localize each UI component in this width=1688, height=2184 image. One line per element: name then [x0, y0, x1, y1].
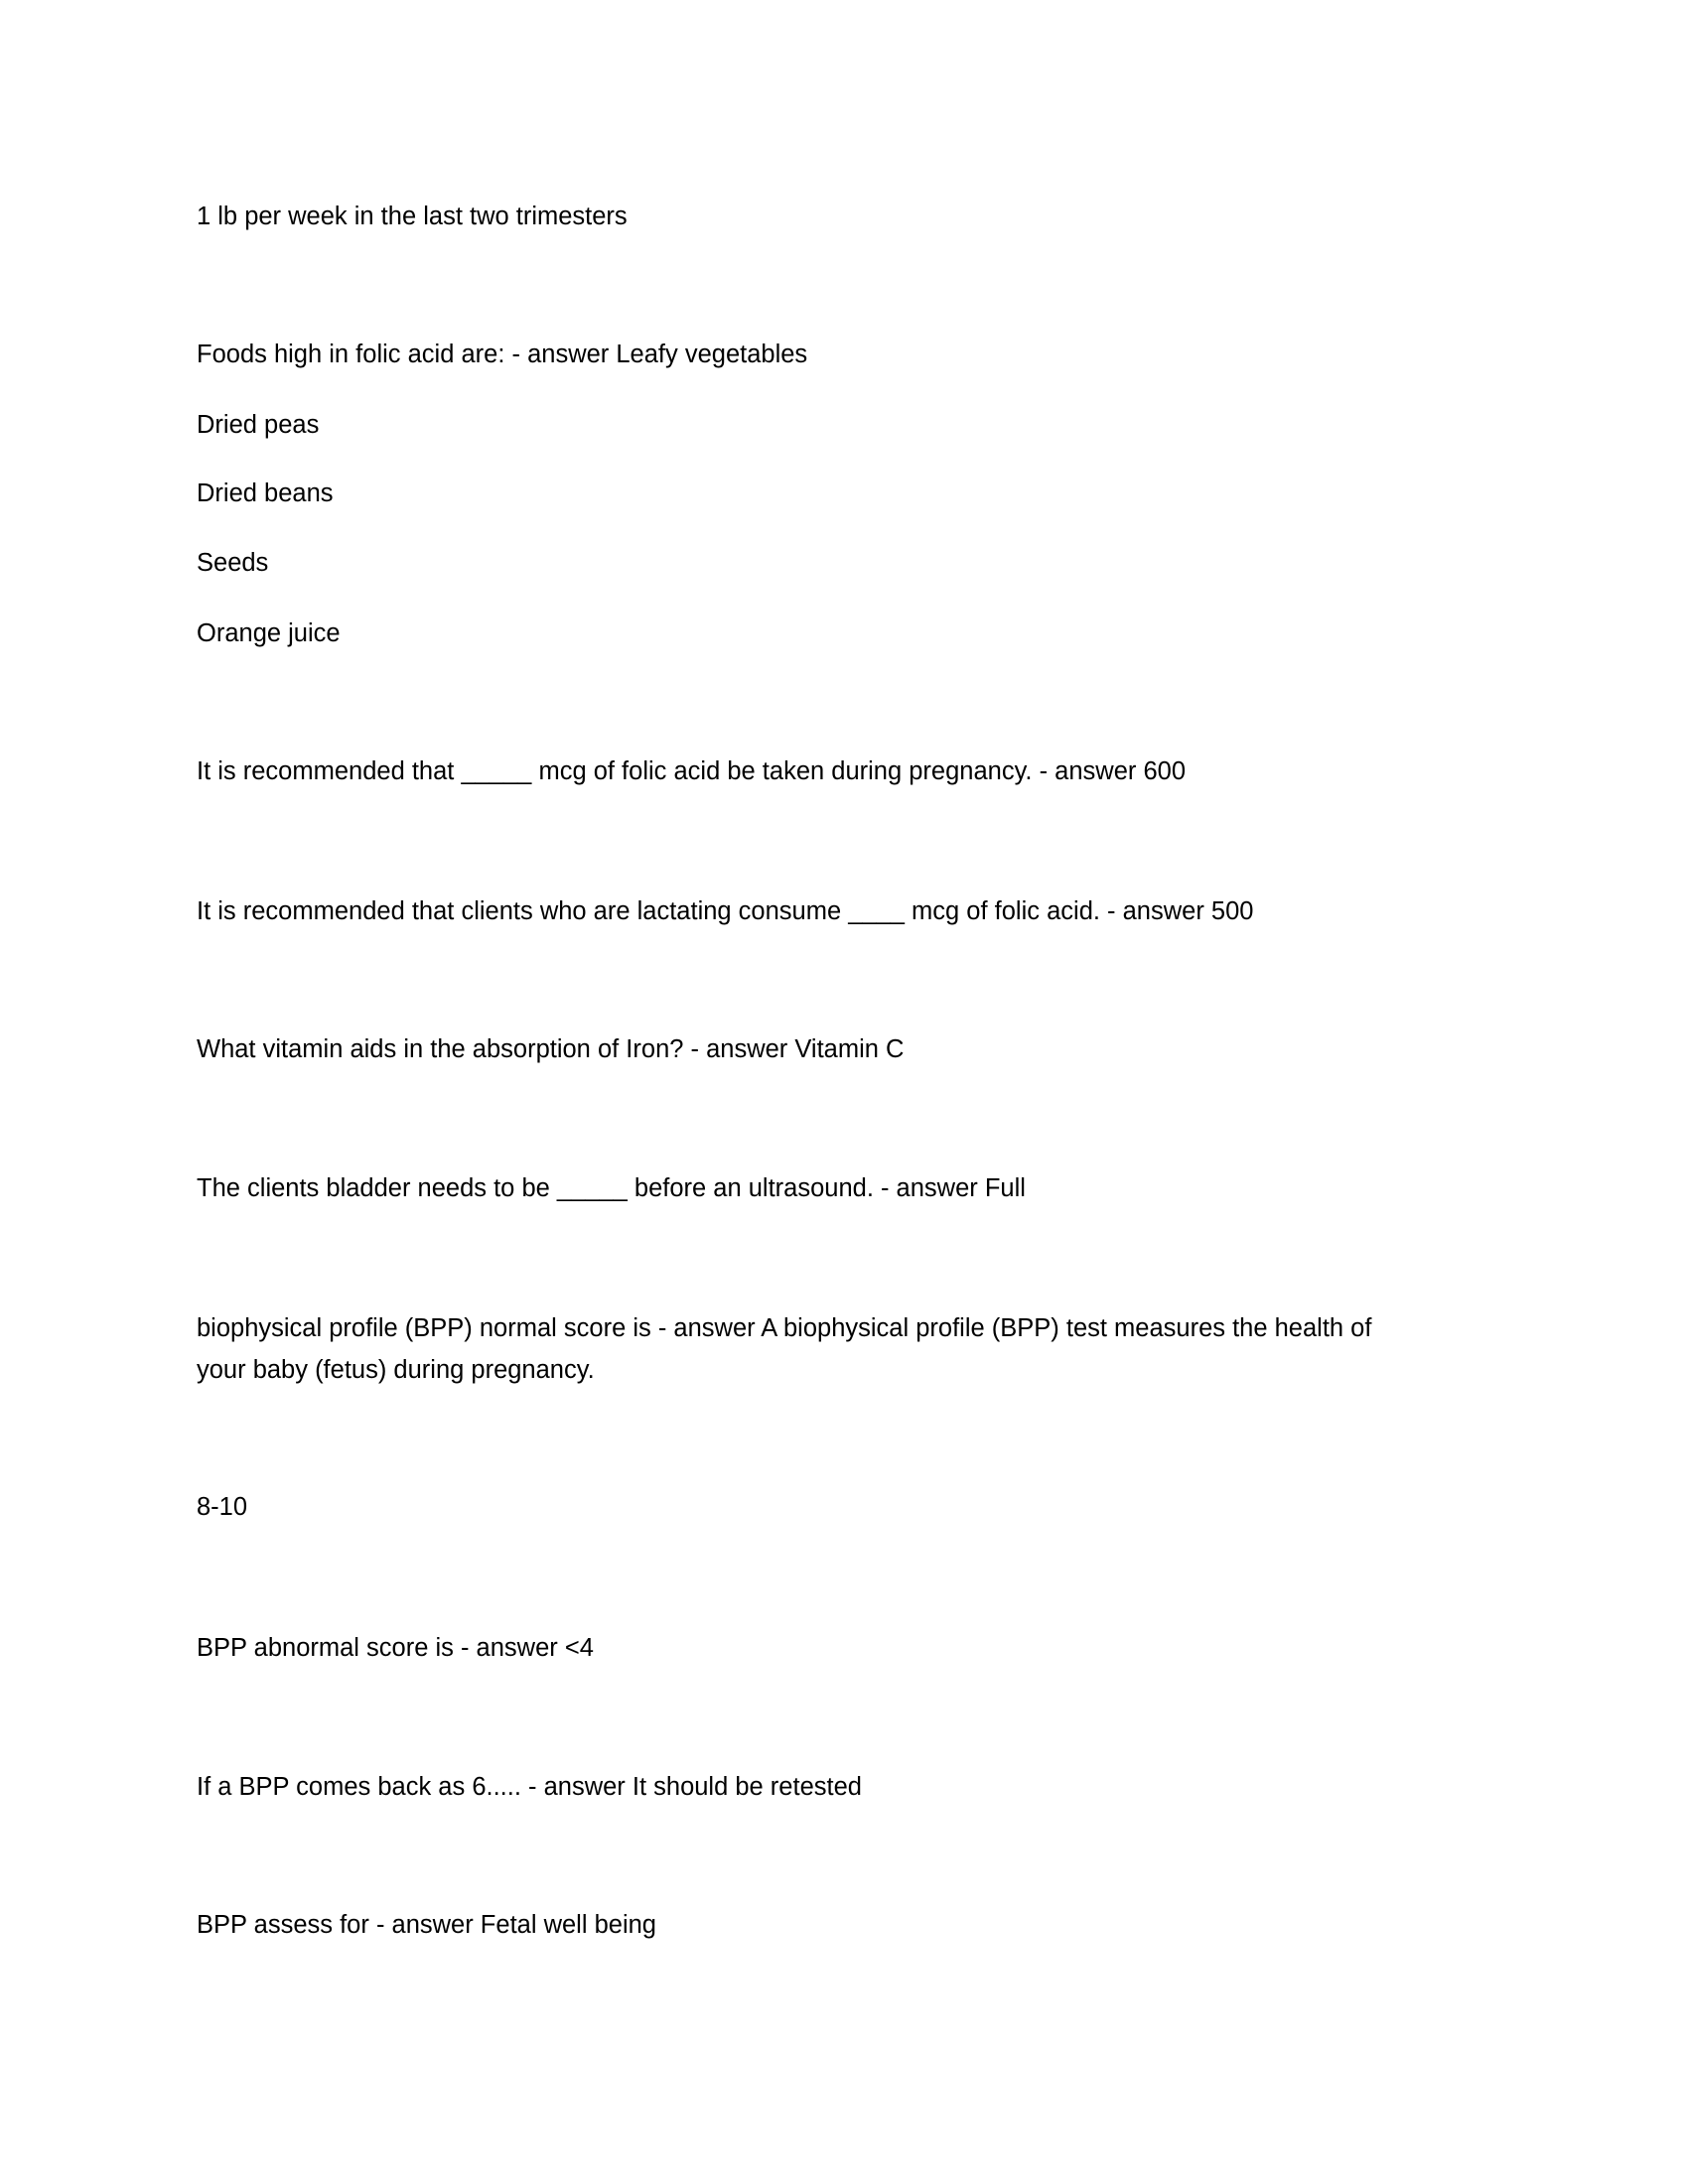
question-folic-acid-lactating: It is recommended that clients who are lactating consume ____ mcg of folic acid. - answer 500 — [197, 897, 1254, 925]
answer-bpp-normal-range: 8-10 — [197, 1493, 248, 1521]
question-bpp-assess: BPP assess for - answer Fetal well being — [197, 1911, 656, 1939]
question-iron-absorption: What vitamin aids in the absorption of Iron? - answer Vitamin C — [197, 1035, 905, 1063]
answer-item-orange-juice: Orange juice — [197, 619, 341, 647]
question-folic-acid-pregnancy: It is recommended that _____ mcg of folic acid be taken during pregnancy. - answer 600 — [197, 757, 1187, 785]
answer-item-seeds: Seeds — [197, 549, 269, 577]
question-folic-acid-foods: Foods high in folic acid are: - answer Leafy vegetables — [197, 341, 808, 368]
question-bladder-ultrasound: The clients bladder needs to be _____ before an ultrasound. - answer Full — [197, 1174, 1026, 1202]
answer-item-dried-beans: Dried beans — [197, 479, 334, 507]
question-bpp-normal-score-continued: your baby (fetus) during pregnancy. — [197, 1356, 595, 1384]
question-bpp-retest: If a BPP comes back as 6..... - answer It should be retested — [197, 1773, 862, 1801]
question-bpp-abnormal-score: BPP abnormal score is - answer <4 — [197, 1634, 594, 1662]
question-bpp-normal-score: biophysical profile (BPP) normal score is - answer A biophysical profile (BPP) test measures the health of — [197, 1314, 1372, 1342]
text-line-weight-gain: 1 lb per week in the last two trimesters — [197, 203, 628, 230]
answer-item-dried-peas: Dried peas — [197, 411, 320, 439]
